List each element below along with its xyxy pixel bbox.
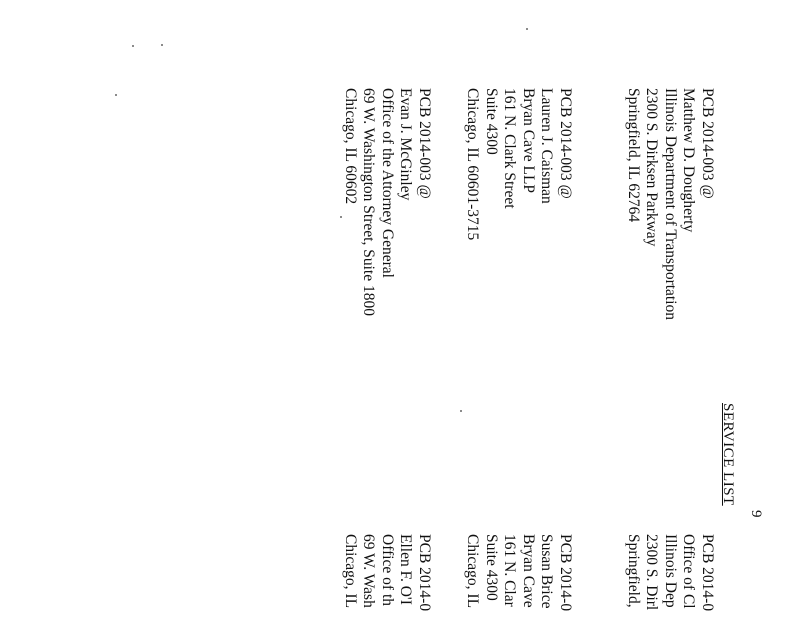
entry-line: Springfield, [624, 534, 642, 608]
service-entry-4 [462, 534, 574, 611]
entry-line: 69 W. Wash [360, 534, 378, 608]
entry-line: Chicago, IL [341, 534, 359, 609]
entry-line: PCB 2014-0 [557, 534, 574, 612]
entry-line: Ellen F. O'I [397, 534, 415, 605]
entry-line: Springfield, IL 62764 [624, 88, 642, 223]
scan-speck [460, 410, 462, 412]
entry-line: 2300 S. Dirksen Parkway [643, 88, 661, 247]
entry-line: Suite 4300 [482, 534, 500, 601]
entry-line: Suite 4300 [482, 88, 500, 155]
entry-line: Matthew D. Dougherty [680, 88, 698, 233]
entry-line: PCB 2014-003 @ [699, 88, 716, 199]
entry-line: Chicago, IL [464, 534, 482, 609]
entry-line: Office of th [378, 534, 396, 607]
service-entry-1 [623, 88, 716, 320]
entry-line: Office of the Attorney General [378, 88, 396, 278]
service-entry-2 [623, 534, 716, 611]
entry-line: 161 N. Clark Street [501, 88, 519, 209]
entry-line: Evan J. McGinley [397, 88, 415, 201]
scan-speck [161, 44, 163, 46]
entry-line: Illinois Dep [661, 534, 679, 608]
entry-line: PCB 2014-0 [416, 534, 433, 612]
scan-speck [132, 45, 134, 47]
entry-line: Chicago, IL 60602 [341, 88, 359, 205]
entry-line: PCB 2014-003 @ [416, 88, 433, 199]
page-title: SERVICE LIST [720, 403, 736, 506]
service-entry-3 [462, 88, 574, 240]
entry-line: Bryan Cave [519, 534, 537, 608]
entry-line: PCB 2014-003 @ [557, 88, 574, 199]
entry-line: Office of Cl [680, 534, 698, 609]
entry-line: Bryan Cave LLP [519, 88, 537, 194]
entry-line: PCB 2014-0 [699, 534, 716, 612]
entry-line: Lauren J. Caisman [538, 88, 556, 204]
entry-line: 69 W. Washington Street, Suite 1800 [360, 88, 378, 316]
scan-speck [340, 216, 342, 218]
service-entry-6 [340, 534, 433, 611]
entry-line: Illinois Department of Transportation [661, 88, 679, 321]
entry-line: 2300 S. Dirl [643, 534, 661, 611]
entry-line: 161 N. Clar [501, 534, 519, 607]
page-number: 9 [748, 510, 764, 518]
service-entry-5 [340, 88, 433, 316]
entry-line: Susan Brice [538, 534, 556, 609]
scan-speck [526, 28, 528, 30]
entry-line: Chicago, IL 60601-3715 [464, 88, 482, 241]
scan-speck [115, 94, 117, 96]
